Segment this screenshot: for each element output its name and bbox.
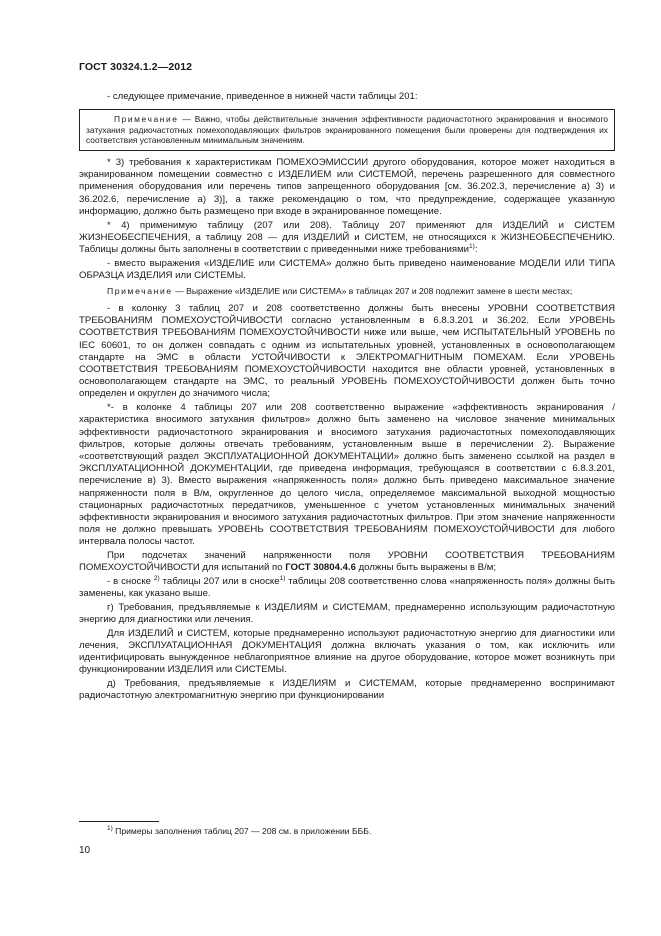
footnote: $^{1)}$ Примеры заполнения таблиц 207 — 208 см. в приложении БББ.: [107, 825, 372, 836]
document-header: ГОСТ 30324.1.2—2012: [79, 61, 193, 73]
note-label: Примечание: [107, 286, 173, 297]
footnote-ref: 1): [469, 242, 475, 250]
paragraph-column-4: *- в колонке 4 таблицы 207 или 208 соответственно выражение «эффективность экранирования / характеристика вносимого затухания фильтров» должно быть заменено на числовое значение минимальных эффективности радиочастотного экранирования и вносимого затухания радиочастотных помехоподавляющих фильтров, которые должны отвечать требованиям, установленным выше в перечислении 2). Выражение «соответствующий раздел ЭКСПЛУАТАЦИОННОЙ ДОКУМЕНТАЦИИ» должно быть заменено ссылкой на раздел в ЭКСПЛУАТАЦИОННОЙ ДОКУМЕНТАЦИИ, где приведена информация, требующаяся в соответствии с 6.8.3.201, перечисление в) 3). Вместо выражения «напряженность поля» должно быть приведено максимальное значение напряженности поля в В/м, округленное до целого числа, определяемое максимальной выходной мощностью стационарных радиочастотных передатчиков, уменьшенное с учетом установленных минимальных значений эффективности экранирования и вносимого затухания радиочастотных фильтров. При этом значение напряженности поля не должно превышать УРОВЕНЬ СООТВЕТСТВИЯ ТРЕБОВАНИЯМ ПОМЕХОУСТОЙЧИВОСТИ для любого интервала полосы частот.: [79, 402, 615, 548]
note-text: — Выражение «ИЗДЕЛИЕ или СИСТЕМА» в таблицах 207 и 208 подлежит замене в шести местах;: [172, 286, 573, 297]
paragraph-item-d: д) Требования, предъявляемые к ИЗДЕЛИЯМ и СИСТЕМАМ, которые преднамеренно воспринимают радиочастотную электромагнитную энергию при функционировании: [79, 678, 615, 702]
paragraph-model-name: - вместо выражения «ИЗДЕЛИЕ или СИСТЕМА» должно быть приведено наименование МОДЕЛИ ИЛИ ТИПА ОБРАЗЦА ИЗДЕЛИЯ или СИСТЕМЫ.: [79, 257, 615, 281]
footnote-ref: 1): [279, 574, 286, 582]
paragraph-footnote-replace: - в сноске $^{2)}$ таблицы 207 или в сноске$^{1)}$ таблицы 208 соответственно слова «напряженность поля» должны быть заменены, как указано выше.: [79, 574, 615, 600]
main-content: [79, 91, 615, 703]
boxed-note: [79, 109, 615, 151]
paragraph-item-4: * 4) применимую таблицу (207 или 208). Таблицу 207 применяют для ИЗДЕЛИЙ и СИСТЕМ ЖИЗНЕОБЕСПЕЧЕНИЯ, а таблицу 208 — для ИЗДЕЛИЙ и СИСТЕМ, не относящихся к ЖИЗНЕОБЕСПЕЧЕНИЮ. Таблицы должны быть заполнены в соответствии с приведенными ниже требованиями$^{1)}$:: [79, 219, 615, 255]
note-text: — Важно, чтобы действительные значения эффективности радиочастотного экранирования и вносимого затухания радиочастотных помехоподавляющих фильтров экранированного помещения были проверены для подтверждения их соответствия установленным минимальным значениям.: [86, 114, 608, 146]
paragraph-field-strength: При подсчетах значений напряженности поля УРОВНИ СООТВЕТСТВИЯ ТРЕБОВАНИЯМ ПОМЕХОУСТОЙЧИВОСТИ для испытаний по ГОСТ 30804.4.6 должны быть выражены в В/м;: [79, 550, 615, 574]
paragraph-item-3: * 3) требования к характеристикам ПОМЕХОЭМИССИИ другого оборудования, которое может находиться в экранированном помещении совместно с ИЗДЕЛИЕМ или СИСТЕМОЙ, перечень разрешенного для совместного применения оборудования или перечень типов запрещенного оборудования [см. 36.202.3, перечисление а) 3) и 36.202.6, перечисление а) 3)], а также рекомендацию о том, что предупреждение, содержащее указанную информацию, должно быть размещено при входе в экранированное помещение.: [79, 156, 615, 217]
page-number: 10: [79, 845, 91, 856]
paragraph-column-3: - в колонку 3 таблиц 207 и 208 соответственно должны быть внесены УРОВНИ СООТВЕТСТВИЯ ТРЕБОВАНИЯМ ПОМЕХОУСТОЙЧИВОСТИ согласно установленным в 6.8.3.201 и 36.202. Если УРОВЕНЬ СООТВЕТСТВИЯ ТРЕБОВАНИЯМ ПОМЕХОУСТОЙЧИВОСТИ ниже или выше, чем ИСПЫТАТЕЛЬНЫЙ УРОВЕНЬ по IEC 60601, то он должен совпадать с одним из испытательных уровней, установленных в основополагающем стандарте на ЭМС в области УСТОЙЧИВОСТИ к ЭЛЕКТРОМАГНИТНЫМ ПОМЕХАМ. Если УРОВЕНЬ СООТВЕТСТВИЯ ТРЕБОВАНИЯМ ПОМЕХОУСТОЙЧИВОСТИ находится вне области уровней, установленных в основополагающем стандарте на ЭМС, то реальный УРОВЕНЬ ПОМЕХОУСТОЙЧИВОСТИ должен быть точно определен и округлен до значимого числа;: [79, 303, 615, 400]
paragraph-item-g: г) Требования, предъявляемые к ИЗДЕЛИЯМ и СИСТЕМАМ, преднамеренно использующим радиочастотную энергию для диагностики или лечения.: [79, 601, 615, 626]
paragraph-intro: - следующее примечание, приведенное в нижней части таблицы 201:: [107, 91, 418, 102]
note-replacement: [79, 286, 615, 297]
paragraph-diagnostics: Для ИЗДЕЛИЙ и СИСТЕМ, которые преднамеренно используют радиочастотную энергию для диагностики или лечения, ЭКСПЛУАТАЦИОННАЯ ДОКУМЕНТАЦИЯ должна включать указания о том, как исключить или идентифицировать вынужденное неблагоприятное влияние на другое оборудование, которое может возникнуть при функционировании ИЗДЕЛИЯ или СИСТЕМЫ.: [79, 627, 615, 676]
standard-reference: ГОСТ 30804.4.6: [285, 562, 356, 574]
footnote-ref: 2): [153, 574, 160, 582]
note-label: Примечание: [114, 114, 179, 125]
footnote-divider: [79, 821, 159, 822]
